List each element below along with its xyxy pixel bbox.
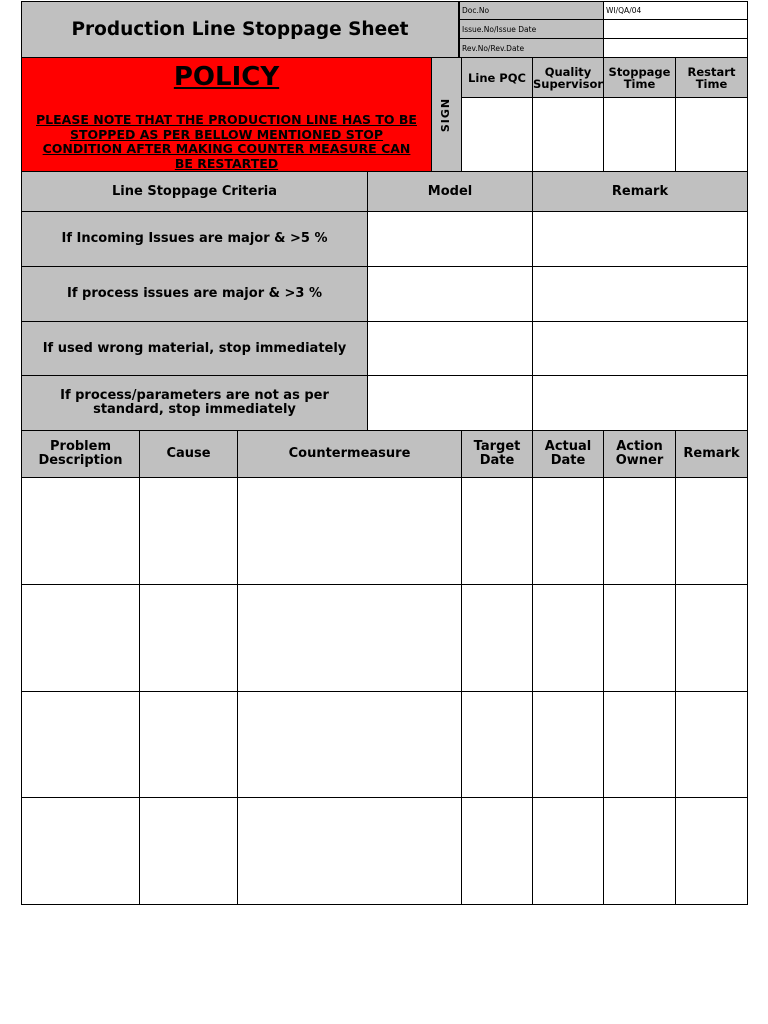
countermeasure-field[interactable]	[237, 584, 462, 692]
actual-date-field[interactable]	[532, 797, 604, 905]
target-date-field[interactable]	[461, 477, 533, 585]
action-owner-header: Action Owner	[603, 430, 676, 478]
model-field[interactable]	[367, 266, 533, 322]
model-header: Model	[367, 171, 533, 212]
cause-field[interactable]	[139, 797, 238, 905]
issue-no-label: Issue.No/Issue Date	[459, 19, 604, 39]
problem-description-field[interactable]	[21, 584, 140, 692]
action-owner-field[interactable]	[603, 797, 676, 905]
page-title: Production Line Stoppage Sheet	[71, 18, 409, 40]
target-date-header: Target Date	[461, 430, 533, 478]
problem-description-field[interactable]	[21, 477, 140, 585]
countermeasure-header: Countermeasure	[237, 430, 462, 478]
cause-header: Cause	[139, 430, 238, 478]
doc-no-label: Doc.No	[459, 1, 604, 20]
cause-field[interactable]	[139, 477, 238, 585]
countermeasure-field[interactable]	[237, 477, 462, 585]
problem-description-field[interactable]	[21, 691, 140, 799]
action-owner-field[interactable]	[603, 691, 676, 799]
sign-label-cell	[431, 57, 462, 172]
countermeasure-field[interactable]	[237, 797, 462, 905]
criteria-row-process: If process issues are major & >3 %	[21, 266, 368, 322]
policy-box	[21, 57, 432, 172]
actual-date-field[interactable]	[532, 477, 604, 585]
sign-header-quality-supervisor: Quality Supervisor	[532, 57, 604, 98]
rev-no-value[interactable]	[603, 38, 748, 58]
sign-field-stoppage-time[interactable]	[603, 97, 676, 172]
cause-field[interactable]	[139, 584, 238, 692]
criteria-remark-field[interactable]	[532, 211, 748, 267]
criteria-remark-header: Remark	[532, 171, 748, 212]
action-owner-field[interactable]	[603, 584, 676, 692]
sheet-title-cell	[21, 1, 459, 58]
problem-description-field[interactable]	[21, 797, 140, 905]
policy-title: POLICY	[173, 62, 280, 92]
sign-field-restart-time[interactable]	[675, 97, 748, 172]
criteria-row-wrong-material: If used wrong material, stop immediately	[21, 321, 368, 376]
sign-header-line-pqc: Line PQC	[461, 57, 533, 98]
policy-text: PLEASE NOTE THAT THE PRODUCTION LINE HAS TO BE STOPPED AS PER BELLOW MENTIONED STOP CONDITION AFTER MAKING COUNTER MEASURE CAN BE RESTARTED	[36, 112, 417, 171]
issue-no-value[interactable]	[603, 19, 748, 39]
sign-label: SIGN	[439, 97, 453, 132]
criteria-remark-field[interactable]	[532, 321, 748, 376]
model-field[interactable]	[367, 211, 533, 267]
model-field[interactable]	[367, 375, 533, 431]
target-date-field[interactable]	[461, 691, 533, 799]
sign-field-line-pqc[interactable]	[461, 97, 533, 172]
sign-header-stoppage-time: Stoppage Time	[603, 57, 676, 98]
criteria-header: Line Stoppage Criteria	[21, 171, 368, 212]
cause-field[interactable]	[139, 691, 238, 799]
actual-date-header: Actual Date	[532, 430, 604, 478]
problem-remark-field[interactable]	[675, 584, 748, 692]
sign-header-restart-time: Restart Time	[675, 57, 748, 98]
target-date-field[interactable]	[461, 797, 533, 905]
problem-remark-field[interactable]	[675, 477, 748, 585]
criteria-row-parameters: If process/parameters are not as per standard, stop immediately	[21, 375, 368, 431]
problem-remark-field[interactable]	[675, 691, 748, 799]
criteria-remark-field[interactable]	[532, 375, 748, 431]
criteria-row-incoming: If Incoming Issues are major & >5 %	[21, 211, 368, 267]
sign-field-quality-supervisor[interactable]	[532, 97, 604, 172]
doc-no-value[interactable]: WI/QA/04	[603, 1, 748, 20]
model-field[interactable]	[367, 321, 533, 376]
problem-description-header: Problem Description	[21, 430, 140, 478]
criteria-remark-field[interactable]	[532, 266, 748, 322]
rev-no-label: Rev.No/Rev.Date	[459, 38, 604, 58]
problem-remark-header: Remark	[675, 430, 748, 478]
action-owner-field[interactable]	[603, 477, 676, 585]
actual-date-field[interactable]	[532, 691, 604, 799]
problem-remark-field[interactable]	[675, 797, 748, 905]
actual-date-field[interactable]	[532, 584, 604, 692]
target-date-field[interactable]	[461, 584, 533, 692]
countermeasure-field[interactable]	[237, 691, 462, 799]
